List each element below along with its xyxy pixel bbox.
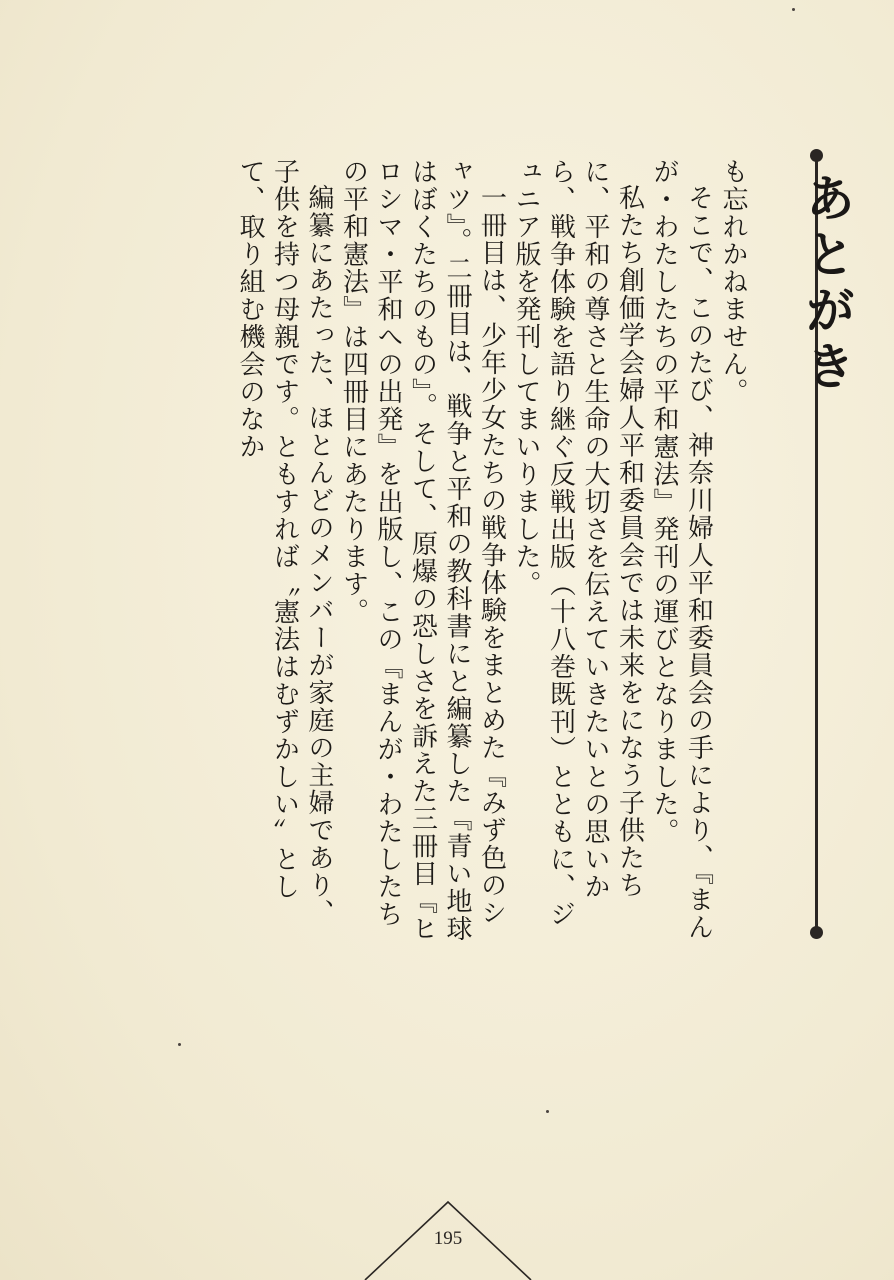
chapter-title: あとがき (797, 172, 856, 396)
title-rule-top-dot (810, 149, 823, 162)
paper-speck (792, 8, 795, 11)
title-rule-bottom-dot (810, 926, 823, 939)
paragraph: 私たち創価学会婦人平和委員会では未来をになう子供たちに、平和の尊さと生命の大切さを伝えていきたいとの思いから、戦争体験を語り継ぐ反戦出版（十八巻既刊）とともに、ジュニア版を発刊してまいりました。 (511, 158, 645, 928)
paper-speck (178, 1043, 181, 1046)
paragraph: 編纂にあたった、ほとんどのメンバーが家庭の主婦であり、子供を持つ母親です。ともすれば〝憲法はむずかしい〟として、取り組む機会のなか (235, 158, 334, 927)
paper-speck (546, 1110, 549, 1113)
paragraph: 一冊目は、少年少女たちの戦争体験をまとめた『みず色のシャツ』。二冊目は、戦争と平和の教科書にと編纂した『青い地球はぼくたちのもの』。そして、原爆の恐しさを訴えた三冊目『ヒロシマ・平和への出発』を出版し、この『まんが・わたしたちの平和憲法』は四冊目にあたります。 (338, 158, 507, 943)
paragraph: そこで、このたび、神奈川婦人平和委員会の手により、『まんが・わたしたちの平和憲法』発刊の運びとなりました。 (649, 158, 714, 941)
page-number: 195 (433, 1228, 463, 1249)
paragraph: も忘れかねません。 (718, 158, 748, 406)
body-text (80, 158, 750, 948)
